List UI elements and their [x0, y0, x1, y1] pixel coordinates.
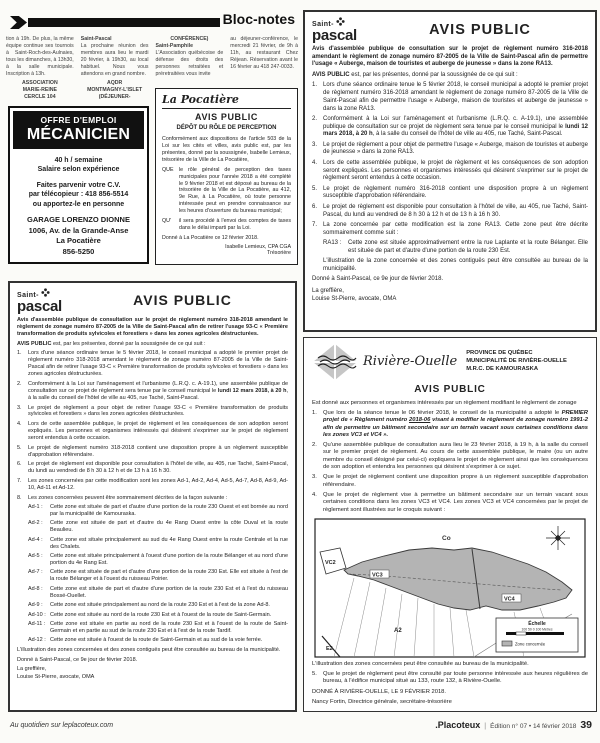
item-text: Le projet de règlement est disponible pour consultation à l'hôtel de ville, au 405, rue Taché, Saint-Pascal, du lundi au vendredi de 8 h 30 à 12 h et de 13 h à 16 h 30.	[28, 461, 288, 475]
logo-text-main: pascal	[312, 27, 357, 44]
item-number: 2.	[312, 115, 318, 122]
footer-brand: .Placoteux	[435, 720, 481, 730]
notice-title: AVIS PUBLIC	[414, 384, 486, 395]
notice-item	[312, 204, 588, 219]
notice-item	[17, 445, 288, 459]
item-number: 1.	[312, 82, 318, 89]
zone-description	[28, 612, 288, 619]
gov-line: M.R.C. DE KAMOURASKA	[466, 365, 539, 372]
job-line: ou apportez-le en personne	[32, 200, 125, 208]
notice-item	[312, 492, 588, 514]
news-column-2	[81, 36, 149, 101]
zone-text: Cette zone est située approximativement entre la rue Laplante et la route Bélanger. Elle est située de part et d'autre d'une portion de la route 230 Est.	[348, 239, 588, 254]
given-line: DONNÉ À RIVIÈRE-OUELLE, LE 9 FÉVRIER 2018.	[312, 688, 447, 695]
lead-bold: AVIS PUBLIC	[17, 340, 52, 347]
map-label-e2: E2	[326, 645, 333, 652]
footer-edition: Édition n° 07 • 14 février 2018	[490, 723, 577, 730]
job-city: La Pocatière	[56, 236, 101, 246]
zone-description	[28, 504, 288, 518]
notice-riviere-ouelle	[303, 337, 597, 712]
zone-label: Ad-8 :	[28, 585, 43, 592]
item-number: 2.	[312, 442, 317, 449]
notice-intro: Est donné aux personnes et organismes intéressés par un règlement modifiant le règlement de zonage	[312, 399, 577, 406]
zone-label: Ad-10 :	[28, 611, 46, 618]
item-text: Que le projet de règlement vise à permettre un bâtiment secondaire sur un terrain vacant sous certaines conditions dans les zones VC3 et VC4. Les zones VC3 et VC4 concernées par le projet de règlement sont illustrées sur le croquis suivant :	[323, 491, 588, 513]
legend-label: Zone concernée	[515, 641, 546, 647]
map-label-vc4: VC4	[504, 596, 515, 603]
zone-text: Cette zone est située en partie au nord de la route 230 Est et à l'ouest de la route de Saint-Germain et en partie au sud de la route 230 Est et à l'est de la route Tardif.	[50, 620, 288, 634]
zoning-map	[314, 518, 586, 658]
notice-saint-pascal-316	[303, 10, 597, 332]
zone-description	[28, 569, 288, 583]
map-label-vc3: VC3	[372, 572, 383, 579]
footer-page-number: 39	[580, 719, 592, 731]
zoning-map-image	[314, 518, 586, 658]
item-text: Le projet de règlement est disponible pour consultation à l'hôtel de ville, au 405, rue Taché, Saint-Pascal, du lundi au vendredi de 8 h 30 à 12 h et de 13 h à 16 h 30.	[323, 203, 588, 218]
notice-item	[17, 421, 288, 442]
notice-subtitle: DÉPÔT DU RÔLE DE PERCEPTION	[176, 125, 277, 132]
notice-item	[17, 405, 288, 419]
given-line: Donné à Saint-Pascal, ce 9e jour de février 2018.	[17, 656, 138, 663]
org-line: AQDR	[106, 80, 123, 87]
org-line: CERCLE 104	[24, 94, 56, 101]
notice-paragraph: Conformément aux dispositions de l'article 503 de la Loi sur les cités et villes, avis public est, par les présentes, donné par la soussignée, Isabelle Lemieux, trésorière de la Ville de La Pocatière,	[162, 136, 291, 163]
clause-label: QUE	[162, 166, 174, 173]
notice-item	[312, 186, 588, 201]
notice-item	[312, 160, 588, 183]
lead-rest: est, par les présentes, donné par la soussignée de ce qui suit :	[51, 340, 206, 347]
zone-description	[323, 240, 588, 255]
notice-item	[312, 222, 588, 237]
item-number: 4.	[312, 491, 317, 498]
blocnotes-arrow-icon	[10, 16, 27, 29]
notice-intro: Avis d'assemblée publique de consultation sur le projet de règlement numéro 316-2018 amendant le règlement de zonage numéro 87-2005 de la Ville de Saint-Pascal afin de permettre l'usage « Auberge, maison de touristes et auberge de jeunesse » dans la zone RA13.	[312, 46, 588, 68]
notice-item	[312, 82, 588, 113]
job-ad-kicker: OFFRE D'EMPLOI	[40, 115, 117, 125]
job-company: GARAGE LORENZO DIONNE	[27, 215, 130, 225]
column-heading: CONFÉRENCE)	[170, 36, 209, 42]
zone-text: Cette zone est située principalement au nord de la route 230 Est et à l'est de la zone Ad-8.	[50, 602, 270, 609]
org-line: MARIE-REINE	[22, 87, 58, 94]
column-text: tion à 19h. De plus, la même équipe continue ses tournois à Saint-Roch-des-Aulnaies, tous les dimanches, à 13h30, à la salle municipale. Inscription à 13h.	[6, 36, 74, 77]
item-text: Lors de cette assemblée publique, le projet de règlement et les conséquences de son adoption seront expliqués. Les personnes et organismes intéressés qui désirent s'exprimer sur le projet de règlement seront entendus à cette occasion.	[28, 421, 288, 442]
map-label-vc2: VC2	[325, 559, 336, 566]
column-text: au déjeuner-conférence, le mercredi 21 février, de 9h à 11h, au restaurant Chez Réjean. Réservation avant le 16 février au 418 247-0033.	[230, 36, 298, 70]
lead-rest: est, par les présentes, donné par la soussignée de ce qui suit :	[349, 72, 518, 79]
item-number: 3.	[17, 404, 22, 411]
item-text: Que le projet de règlement peut être consulté par toute personne intéressée aux heures régulières de bureau, à l'édifice municipal situé au 133, route 132, à Rivière-Ouelle.	[323, 671, 588, 685]
notice-item	[17, 495, 288, 502]
signature-name: Isabelle Lemieux, CPA CGA	[225, 243, 291, 250]
zone-text: Cette zone est située de part et d'autre d'une portion de la route 230 Est et à l'est du ruisseau Bossé-Ouellet.	[50, 585, 288, 599]
item-text: Les zones concernées peuvent être sommairement décrites de la façon suivante :	[28, 494, 228, 501]
notice-title: AVIS PUBLIC	[429, 21, 531, 38]
gov-line: MUNICIPALITÉ DE RIVIÈRE-OUELLE	[466, 358, 567, 365]
job-ad-title: MÉCANICIEN	[26, 126, 131, 143]
notice-item	[17, 461, 288, 475]
blocnotes-title: Bloc-notes	[222, 11, 295, 27]
notice-item	[312, 410, 588, 439]
map-label-a2: A2	[394, 627, 402, 634]
item-number: 2.	[17, 380, 22, 387]
item-text: Que le projet de règlement contient une disposition propre à un règlement susceptible d'approbation référendaire.	[323, 474, 588, 488]
item-text: Les zones concernées par cette modification sont les zones Ad-1, Ad-2, Ad-4, Ad-5, Ad-7, Ad-8, Ad-9, Ad-10, Ad-11 et Ad-12.	[28, 478, 288, 491]
given-line: Donné à Saint-Pascal, ce 9e jour de février 2018.	[312, 276, 444, 283]
zone-label: Ad-9 :	[28, 602, 43, 609]
map-legend	[496, 618, 578, 652]
item-text: Conformément à la Loi sur l'aménagement et l'urbanisme (L.R.Q. c. A-19.1), une assemblée publique de consultation sur ce projet de règlement sera tenue par le conseil municipal le lundi 12 mars 2018, à 20 h, à la salle du conseil de l'hôtel de ville au 405, rue Taché, Saint-Pascal.	[28, 380, 289, 401]
notice-item	[17, 478, 288, 492]
item-number: 8.	[17, 494, 22, 501]
clause-text: le rôle général de perception des taxes municipales pour l'année 2018 a été complété le 9 février 2018 et est déposé au bureau de la trésorière de la Ville de La Pocatière, au 412, 9e Rue, à La Pocatière, où toute personne intéressée peut en prendre connaissance sur les heures d'ouverture du bureau municipal;	[179, 166, 291, 215]
riviere-ouelle-logo-icon	[312, 343, 358, 381]
job-address: 1006, Av. de la Grande-Anse	[28, 225, 129, 235]
map-label-co: Co	[442, 534, 451, 542]
notice-item	[312, 671, 588, 686]
given-line: Donné à La Pocatière ce 12 février 2018.	[162, 234, 259, 241]
zone-text: Cette zone est située principalement à l'ouest d'une portion de la route Bélanger et au nord d'une portion du 4e Rang Est.	[50, 553, 288, 567]
zone-description	[28, 602, 288, 609]
item-number: 4.	[312, 159, 318, 166]
legend-swatch	[502, 641, 512, 646]
notice-title: AVIS PUBLIC	[195, 112, 258, 123]
item-text: Le projet de règlement a pour objet de permettre l'usage « Auberge, maison de touristes et auberge de jeunesse » dans la zone RA13.	[323, 141, 588, 156]
item-number: 5.	[17, 444, 22, 451]
zone-description	[28, 520, 288, 534]
lead-bold: AVIS PUBLIC	[312, 72, 350, 79]
item-text: La zone concernée par cette modification est la zone RA13. Cette zone peut être décrite sommairement comme suit :	[323, 222, 588, 236]
saint-pascal-logo	[312, 17, 372, 43]
logo-text-main: pascal	[17, 298, 62, 315]
item-text: Le projet de règlement numéro 316-2018 contient une disposition propre à un règlement susceptible d'approbation référendaire.	[323, 185, 588, 200]
illustration-note: L'illustration des zones concernées peut être consultée au bureau de la municipalité.	[312, 660, 529, 667]
notice-title: AVIS PUBLIC	[133, 292, 232, 309]
job-line: Faites parvenir votre C.V.	[36, 181, 121, 189]
notice-item	[312, 474, 588, 489]
flower-icon	[41, 288, 50, 297]
zone-description	[28, 537, 288, 551]
blocnotes-header-bar	[28, 18, 220, 27]
item-text: Que lors de la séance tenue le 06 février 2018, le conseil de la municipalité a adopté le PREMIER projet de « Règlement numéro 2018-06 visant à modifier le règlement de zonage numéro 1991-2 afin de permettre un bâtiment secondaire sur un terrain vacant sous certaines conditions dans les zones VC3 et VC4 ».	[323, 409, 589, 438]
footer-separator: |	[484, 723, 487, 730]
job-fax-number: par télécopieur : 418 856-5514	[28, 191, 129, 199]
item-text: Lors d'une séance ordinaire tenue le 5 février 2018, le conseil municipal a adopté le premier projet de règlement numéro 316-2018 amendant le règlement de zonage numéro 87-2005 de la Ville de Saint-Pascal afin de permettre l'usage « Auberge, maison de touristes et auberge de jeunesse » dans la zone RA13.	[323, 82, 588, 112]
column-subheading: Saint-Pamphile	[155, 42, 193, 49]
org-line: ASSOCIATION	[22, 80, 58, 87]
item-text: Conformément à la Loi sur l'aménagement et l'urbanisme (L.R.Q. c. A-19.1), une assemblée publique de consultation sur ce projet de règlement sera tenue par le conseil municipal le lundi 12 mars 2018, à 20 h, à la salle du conseil de l'hôtel de ville au 405, rue Taché, Saint-Pascal.	[323, 115, 588, 138]
gov-line: PROVINCE DE QUÉBEC	[466, 350, 533, 357]
footer-tagline: Au quotidien sur leplacoteux.com	[10, 722, 114, 729]
zone-label: Ad-12 :	[28, 637, 46, 644]
org-line: MONTMAGNY-L'ISLET	[87, 87, 143, 94]
signature-title: Trésorière	[267, 250, 291, 257]
scale-text: 100 50 0 100 Mètres	[521, 627, 553, 632]
zone-label: Ad-7 :	[28, 569, 43, 576]
item-number: 4.	[17, 421, 22, 428]
clause-label: QU'	[162, 217, 171, 224]
notice-item	[312, 116, 588, 139]
zone-text: Cette zone est située à l'ouest de la route de Saint-Germain et au sud de la voie ferrée.	[50, 637, 263, 644]
notice-la-pocatiere	[155, 88, 298, 265]
signature-title: La greffière,	[17, 666, 47, 673]
zone-text: Cette zone est située de part et d'autre du 4e Rang Ouest entre la côte Duval et la route Beaulieu.	[50, 520, 288, 534]
signature-name: Nancy Fortin, Directrice générale, secrétaire-trésorière	[312, 698, 452, 705]
riviere-ouelle-logo-text: Rivière-Ouelle	[363, 353, 458, 369]
zone-description	[28, 637, 288, 644]
zone-text: Cette zone est située principalement au sud du 4e Rang Ouest entre la route Centrale et la rue des Chalets.	[50, 536, 288, 550]
item-text: Lors de cette assemblée publique, le projet de règlement et les conséquences de son adoption seront expliqués. Les personnes et organismes intéressés qui désirent s'exprimer sur le projet de règlement seront entendus à cette occasion.	[323, 159, 588, 182]
item-number: 3.	[312, 141, 318, 148]
zone-label: Ad-1 :	[28, 504, 43, 511]
clause-text: il sera procédé à l'envoi des comptes de taxes dans le délai imparti par la Loi.	[179, 217, 291, 231]
notice-item	[17, 381, 288, 402]
job-line: Salaire selon expérience	[37, 166, 120, 174]
illustration-note: L'illustration des zones concernées et des zones contiguës peut être consultée au bureau de la municipalité.	[17, 647, 281, 654]
item-number: 1.	[17, 350, 22, 357]
news-column-1	[6, 36, 74, 101]
zone-text: Cette zone est située de part et d'autre d'une portion de la route 230 Ouest et est bornée au nord par la municipalité de Kamouraska.	[50, 504, 288, 517]
flower-icon	[336, 17, 345, 26]
notice-item	[312, 142, 588, 157]
job-phone-number: 856-5250	[62, 246, 95, 256]
column-text: L'Association québécoise de défense des droits des personnes retraitées et préretraitées vous invite	[155, 49, 224, 77]
item-text: Le projet de règlement numéro 318-2018 contient une disposition propre à un règlement susceptible d'approbation référendaire.	[28, 444, 288, 458]
zone-description	[28, 553, 288, 567]
org-line: (DÉJEUNER-	[98, 94, 131, 101]
item-number: 3.	[312, 474, 317, 481]
scale-title: Échelle	[528, 620, 546, 627]
logo-text-top: Saint-	[312, 21, 334, 28]
item-number: 5.	[312, 185, 318, 192]
la-pocatiere-logo: La Pocatière	[162, 93, 291, 109]
job-line: 40 h / semaine	[54, 157, 103, 164]
notice-item	[312, 442, 588, 471]
scale-bar	[506, 632, 564, 635]
signature-name: Louise St-Pierre, avocate, OMA	[17, 673, 95, 680]
signature-title: La greffière,	[312, 287, 344, 294]
zone-label: RA13 :	[323, 239, 342, 246]
zone-label: Ad-11 :	[28, 620, 46, 627]
saint-pascal-logo	[17, 288, 77, 314]
logo-text-top: Saint-	[17, 292, 39, 299]
item-number: 6.	[17, 461, 22, 468]
zone-label: Ad-4 :	[28, 536, 43, 543]
job-ad-header	[13, 111, 144, 149]
item-number: 7.	[17, 478, 22, 485]
item-number: 5.	[312, 671, 317, 678]
item-number: 6.	[312, 203, 318, 210]
notice-item	[17, 350, 288, 378]
illustration-note: L'illustration de la zone concernée et des zones contiguës peut être consultée au bureau de la municipalité.	[323, 258, 588, 272]
footer-pageinfo	[435, 719, 592, 731]
notice-saint-pascal-318	[8, 281, 297, 712]
zone-text: Cette zone est située de part et d'autre d'une portion de la route 230 Est. Elle est située à l'est de la route Bélanger et à l'ouest du ruisseau Poirier.	[50, 569, 288, 583]
item-number: 7.	[312, 222, 318, 229]
zone-description	[28, 586, 288, 600]
zone-label: Ad-2 :	[28, 520, 43, 527]
item-number: 1.	[312, 409, 317, 416]
item-text: Le projet de règlement a pour objet de retirer l'usage 93-C « Première transformation de produits sylvicoles et forestiers » dans les zones agricoles déstructurées.	[28, 404, 288, 418]
signature-name: Louise St-Pierre, avocate, OMA	[312, 295, 397, 302]
column-text: La prochaine réunion des membres aura lieu le mardi 20 février, à 19h30, au local habituel. Nous vous attendons en grand nombre.	[80, 42, 149, 77]
column-heading: Saint-Pascal	[80, 36, 112, 42]
item-text: Qu'une assemblée publique de consultation aura lieu le 23 février 2018, à 19 h, à la salle du conseil sur le premier projet de règlement. Au cours de cette assemblée publique, le maire (ou un autre membre du conseil désigné par celui-ci) expliquera le projet de règlement ainsi que les conséquences de son adoption et entendra les personnes qui désirent s'exprimer à ce sujet.	[323, 442, 588, 471]
item-text: Lors d'une séance ordinaire tenue le 5 février 2018, le conseil municipal a adopté le premier projet de règlement numéro 318-2018 amendant le règlement de zonage numéro 87-2005 de la Ville de Saint-Pascal afin de retirer l'usage 93-C « Première transformation de produits sylvicoles et forestiers » dans les zones agricoles déstructurées.	[28, 350, 288, 378]
zone-text: Cette zone est située au nord de la route 230 Est et à l'ouest de la route de Saint-Germain.	[50, 611, 272, 618]
job-ad-mecanicien	[8, 106, 149, 264]
zone-label: Ad-5 :	[28, 553, 43, 560]
notice-intro: Avis d'assemblée publique de consultation sur le projet de règlement numéro 318-2018 amendant le règlement de zonage numéro 87-2005 de la Ville de Saint-Pascal afin de retirer l'usage 93-C « Première transformation de produits sylvicoles et forestiers » dans les zones agricoles déstructurées.	[17, 317, 288, 337]
zone-description	[28, 621, 288, 635]
